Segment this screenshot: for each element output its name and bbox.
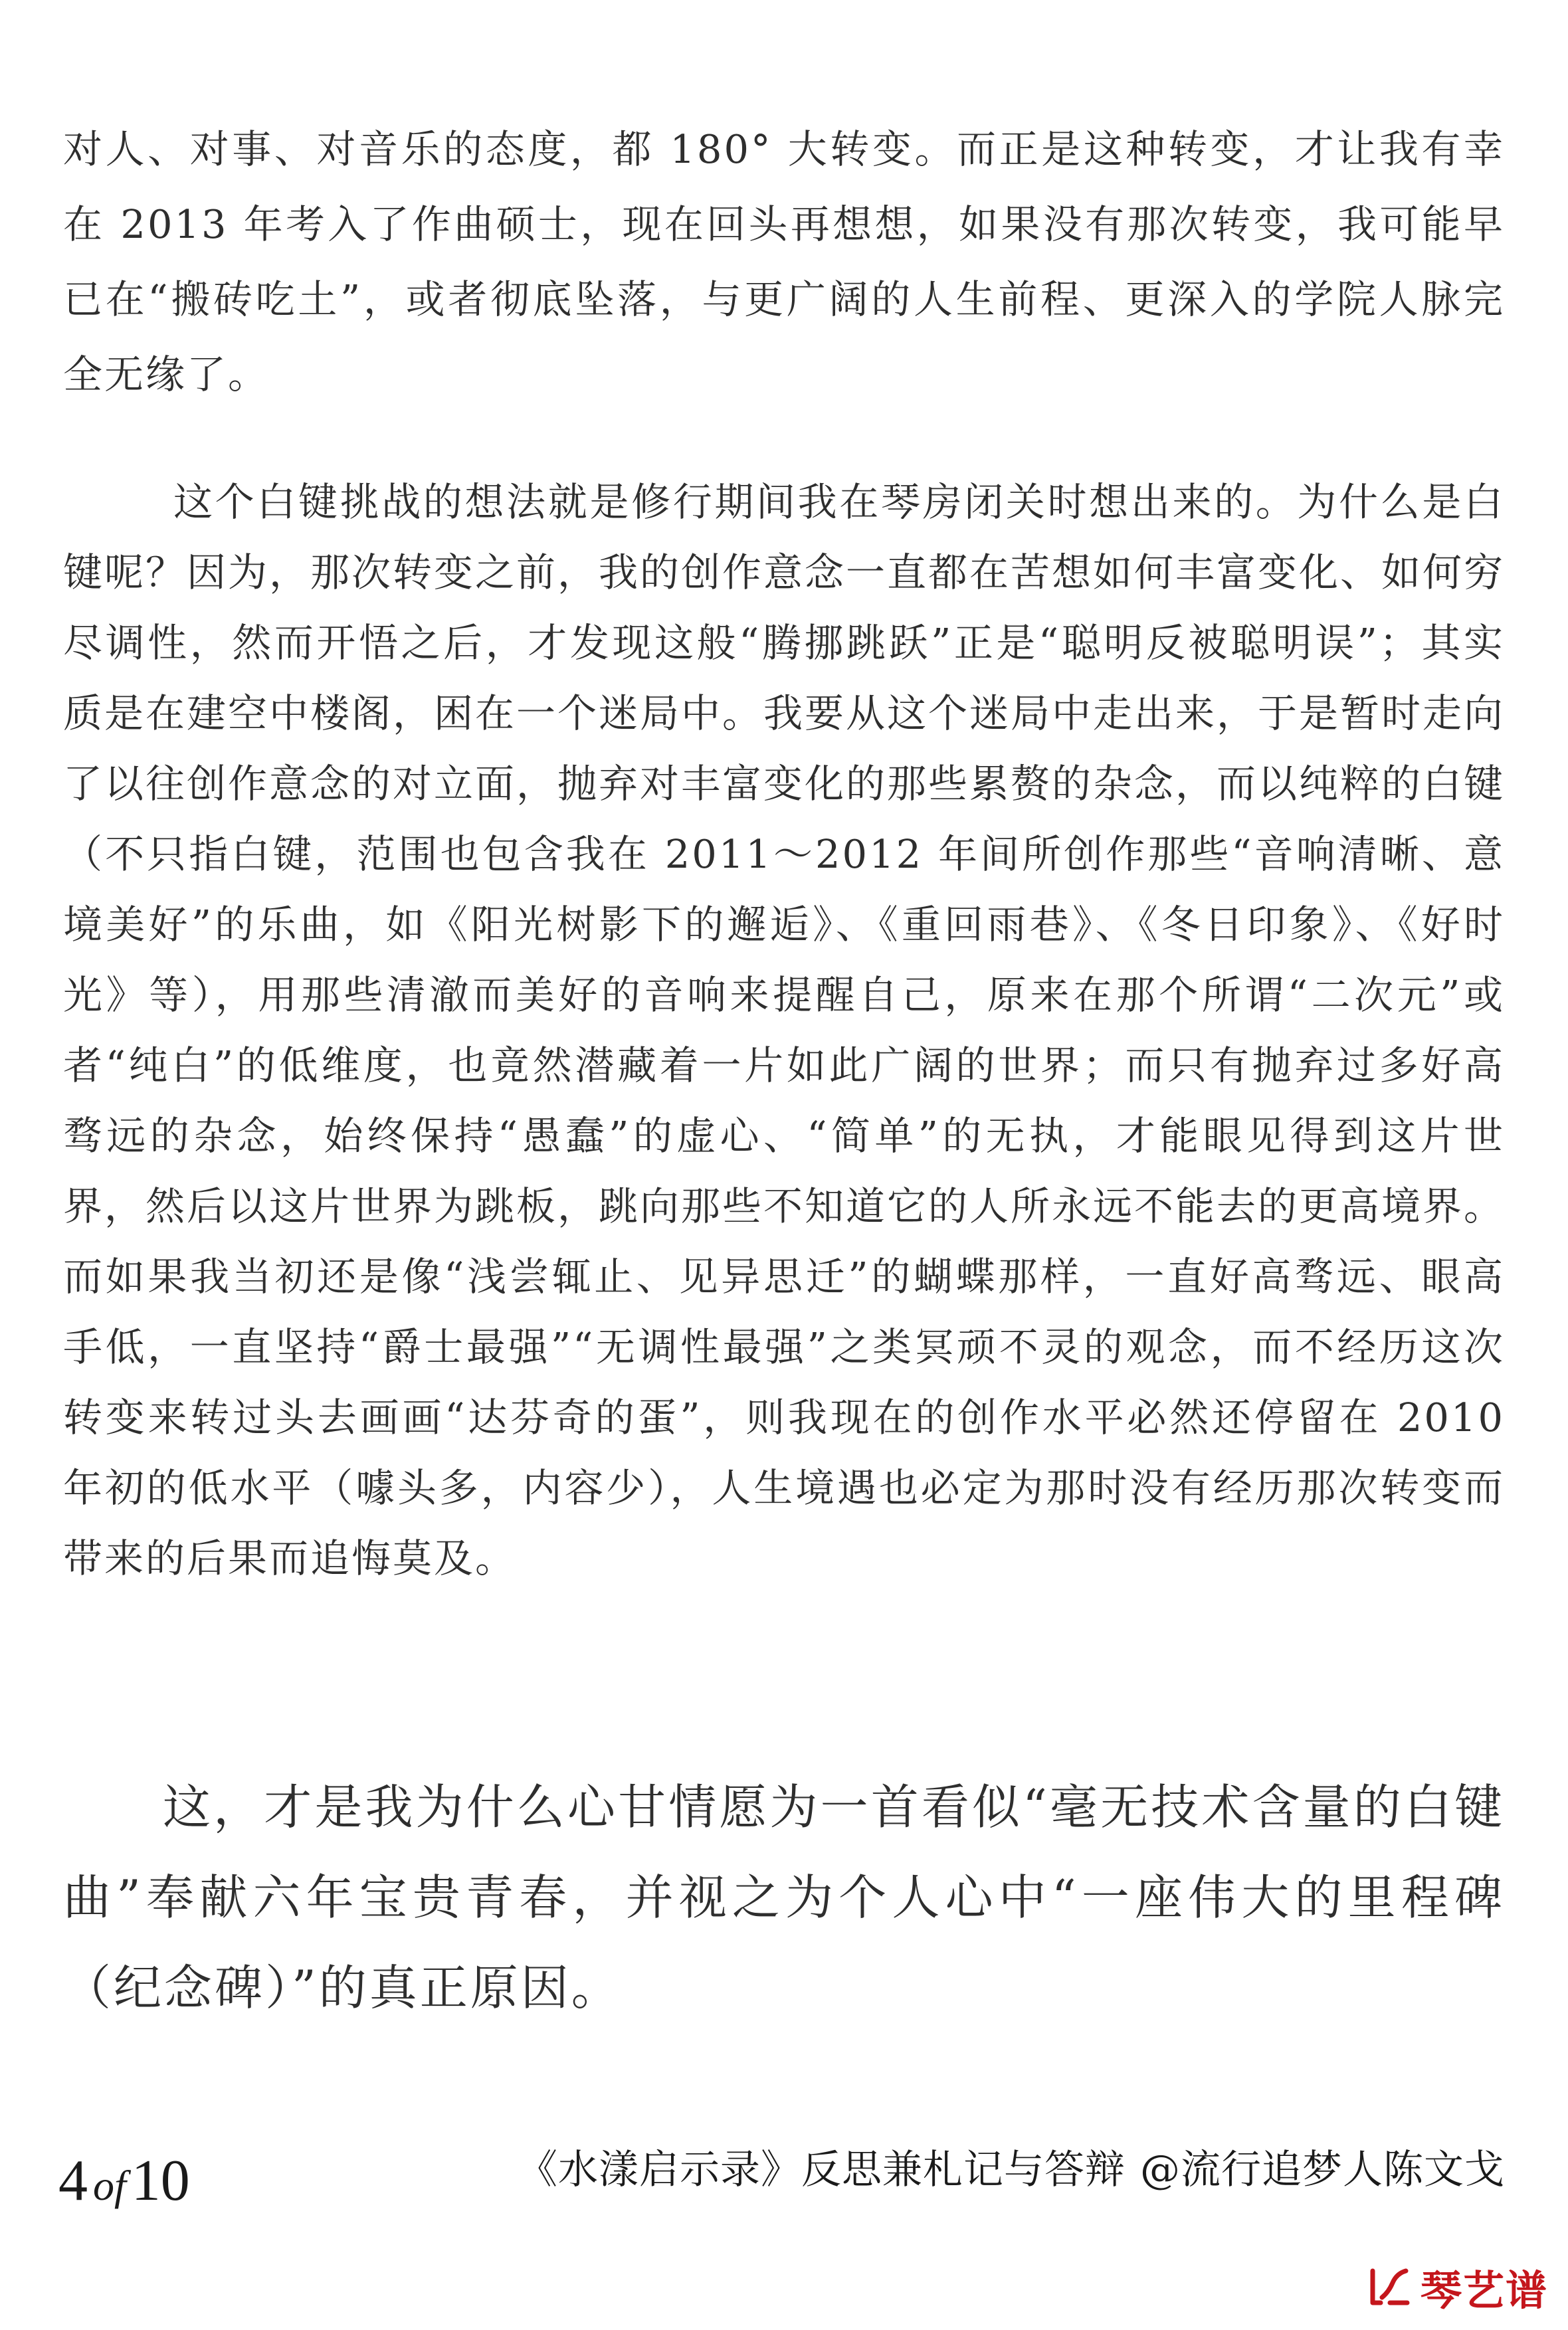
body-paragraph-3: 这，才是我为什么心甘情愿为一首看似“毫无技术含量的白键曲”奉献六年宝贵青春，并视之为个人心中“一座伟大的里程碑（纪念碑）”的真正原因。 <box>63 1779 1505 2016</box>
footer-book-title: 《水漾启示录》反思兼札记与答辩 <box>518 2147 1126 2193</box>
piano-logo-icon <box>1366 2263 1414 2311</box>
site-watermark <box>1366 2257 1548 2317</box>
footer-author: @流行追梦人陈文戈 <box>1140 2147 1505 2193</box>
page-number-current: 4 <box>58 2149 88 2213</box>
page-number-of: of <box>93 2162 126 2209</box>
footer-running-title <box>518 2138 1505 2195</box>
body-paragraph-1: 对人、对事、对音乐的态度，都 180° 大转变。而正是这种转变，才让我有幸在 2013 年考入了作曲硕士，现在回头再想想，如果没有那次转变，我可能早已在“搬砖吃土”，或者彻底坠落，与更广阔的人生前程、更深入的学院人脉完全无缘了。 <box>63 126 1505 397</box>
body-paragraph-2: 这个白键挑战的想法就是修行期间我在琴房闭关时想出来的。为什么是白键呢？因为，那次转变之前，我的创作意念一直都在苦想如何丰富变化、如何穷尽调性，然而开悟之后，才发现这般“腾挪跳跃”正是“聪明反被聪明误”；其实质是在建空中楼阁，困在一个迷局中。我要从这个迷局中走出来，于是暂时走向了以往创作意念的对立面，抛弃对丰富变化的那些累赘的杂念，而以纯粹的白键（不只指白键，范围也包含我在 2011～2012 年间所创作那些“音响清晰、意境美好”的乐曲，如《阳光树影下的邂逅》、《重回雨巷》、《冬日印象》、《好时光》等），用那些清澈而美好的音响来提醒自己，原来在那个所谓“二次元”或者“纯白”的低维度，也竟然潜藏着一片如此广阔的世界；而只有抛弃过多好高骛远的杂念，始终保持“愚蠢”的虚心、“简单”的无执，才能眼见得到这片世界，然后以这片世界为跳板，跳向那些不知道它的人所永远不能去的更高境界。而如果我当初还是像“浅尝辄止、见异思迁”的蝴蝶那样，一直好高骛远、眼高手低，一直坚持“爵士最强”“无调性最强”之类冥顽不灵的观念，而不经历这次转变来转过头去画画“达芬奇的蛋”，则我现在的创作水平必然还停留在 2010 年初的低水平（噱头多，内容少），人生境遇也必定为那时没有经历那次转变而带来的后果而追悔莫及。 <box>63 479 1506 1581</box>
page-number <box>58 2147 190 2214</box>
page-number-total: 10 <box>131 2149 190 2213</box>
watermark-text: 琴艺谱 <box>1420 2266 1548 2315</box>
